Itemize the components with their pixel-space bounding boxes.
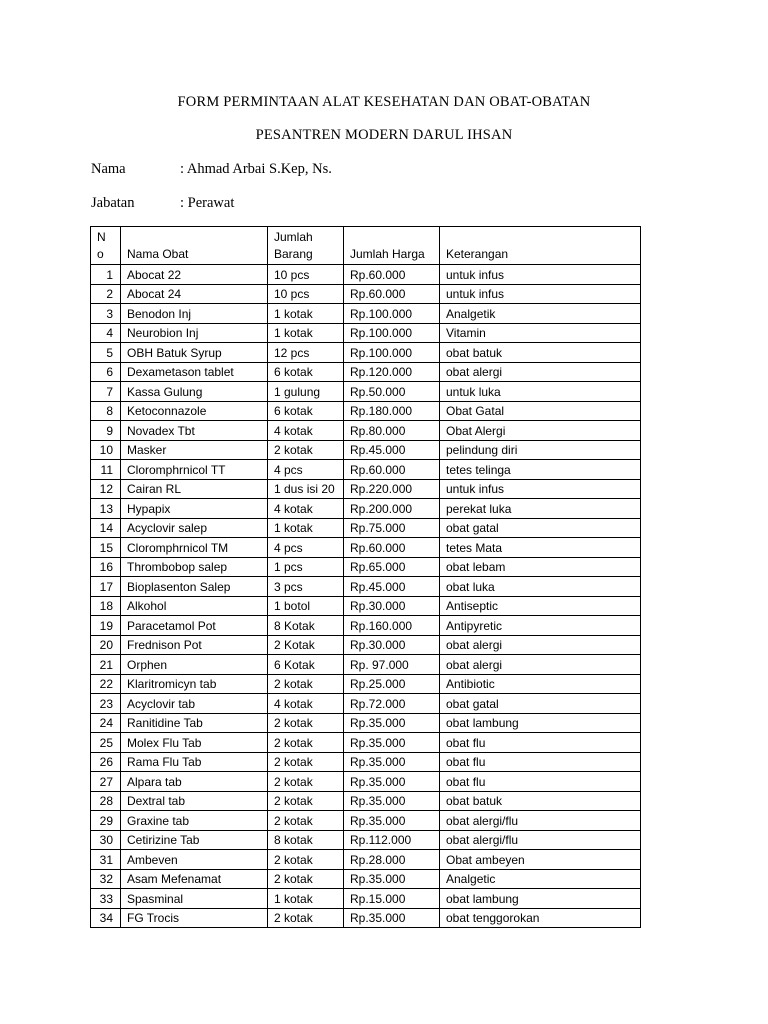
cell-jumlah-harga: Rp.72.000 — [344, 694, 440, 714]
cell-jumlah-barang: 2 kotak — [268, 811, 344, 831]
table-row — [91, 499, 641, 519]
cell-no: 16 — [91, 557, 121, 577]
cell-nama-obat: Acyclovir tab — [121, 694, 268, 714]
cell-nama-obat: OBH Batuk Syrup — [121, 343, 268, 363]
cell-no: 18 — [91, 596, 121, 616]
table-row — [91, 362, 641, 382]
table-row — [91, 538, 641, 558]
cell-keterangan: pelindung diri — [440, 440, 641, 460]
cell-no: 2 — [91, 284, 121, 304]
cell-jumlah-harga: Rp.100.000 — [344, 304, 440, 324]
cell-no: 28 — [91, 791, 121, 811]
cell-no: 10 — [91, 440, 121, 460]
header-jumlah-line1: Jumlah — [274, 230, 313, 244]
nama-label: Nama — [91, 161, 126, 177]
cell-keterangan: obat flu — [440, 752, 641, 772]
cell-nama-obat: Dextral tab — [121, 791, 268, 811]
cell-nama-obat: Frednison Pot — [121, 635, 268, 655]
table-row — [91, 284, 641, 304]
cell-jumlah-barang: 4 pcs — [268, 460, 344, 480]
cell-no: 11 — [91, 460, 121, 480]
table-row — [91, 479, 641, 499]
cell-jumlah-harga: Rp.35.000 — [344, 772, 440, 792]
table-row — [91, 577, 641, 597]
cell-keterangan: obat alergi — [440, 635, 641, 655]
table-row — [91, 850, 641, 870]
cell-nama-obat: Cairan RL — [121, 479, 268, 499]
cell-jumlah-harga: Rp.60.000 — [344, 538, 440, 558]
cell-no: 9 — [91, 421, 121, 441]
cell-keterangan: obat luka — [440, 577, 641, 597]
cell-jumlah-barang: 2 Kotak — [268, 635, 344, 655]
table-row — [91, 733, 641, 753]
cell-keterangan: obat alergi/flu — [440, 830, 641, 850]
cell-no: 34 — [91, 908, 121, 928]
cell-nama-obat: Cloromphrnicol TM — [121, 538, 268, 558]
table-row — [91, 869, 641, 889]
cell-jumlah-barang: 4 kotak — [268, 421, 344, 441]
cell-jumlah-barang: 4 pcs — [268, 538, 344, 558]
cell-no: 1 — [91, 265, 121, 285]
cell-nama-obat: Kassa Gulung — [121, 382, 268, 402]
cell-nama-obat: Alpara tab — [121, 772, 268, 792]
cell-nama-obat: Spasminal — [121, 889, 268, 909]
cell-jumlah-harga: Rp.100.000 — [344, 323, 440, 343]
cell-jumlah-harga: Rp.35.000 — [344, 908, 440, 928]
table-row — [91, 323, 641, 343]
cell-jumlah-barang: 1 pcs — [268, 557, 344, 577]
cell-jumlah-harga: Rp.30.000 — [344, 596, 440, 616]
cell-no: 13 — [91, 499, 121, 519]
cell-jumlah-barang: 2 kotak — [268, 850, 344, 870]
cell-nama-obat: Dexametason tablet — [121, 362, 268, 382]
cell-jumlah-harga: Rp.60.000 — [344, 265, 440, 285]
cell-nama-obat: Paracetamol Pot — [121, 616, 268, 636]
cell-keterangan: obat lambung — [440, 889, 641, 909]
cell-keterangan: Obat Alergi — [440, 421, 641, 441]
cell-no: 8 — [91, 401, 121, 421]
cell-no: 17 — [91, 577, 121, 597]
table-row — [91, 655, 641, 675]
cell-keterangan: Antibiotic — [440, 674, 641, 694]
cell-nama-obat: Cetirizine Tab — [121, 830, 268, 850]
cell-jumlah-barang: 2 kotak — [268, 791, 344, 811]
cell-jumlah-harga: Rp.120.000 — [344, 362, 440, 382]
cell-jumlah-harga: Rp.35.000 — [344, 713, 440, 733]
cell-jumlah-barang: 6 Kotak — [268, 655, 344, 675]
cell-jumlah-barang: 2 kotak — [268, 752, 344, 772]
cell-jumlah-barang: 2 kotak — [268, 674, 344, 694]
table-row — [91, 596, 641, 616]
table-row — [91, 460, 641, 480]
cell-jumlah-harga: Rp.160.000 — [344, 616, 440, 636]
table-row — [91, 343, 641, 363]
header-no — [91, 227, 121, 265]
cell-nama-obat: Ranitidine Tab — [121, 713, 268, 733]
cell-no: 20 — [91, 635, 121, 655]
cell-keterangan: obat lambung — [440, 713, 641, 733]
cell-jumlah-harga: Rp.100.000 — [344, 343, 440, 363]
cell-no: 6 — [91, 362, 121, 382]
cell-jumlah-harga: Rp.35.000 — [344, 811, 440, 831]
table-row — [91, 811, 641, 831]
header-no-line1: N — [97, 230, 106, 244]
cell-jumlah-barang: 4 kotak — [268, 694, 344, 714]
cell-keterangan: Obat Gatal — [440, 401, 641, 421]
cell-keterangan: untuk infus — [440, 479, 641, 499]
cell-nama-obat: Thrombobop salep — [121, 557, 268, 577]
cell-keterangan: perekat luka — [440, 499, 641, 519]
cell-no: 33 — [91, 889, 121, 909]
cell-keterangan: Obat ambeyen — [440, 850, 641, 870]
cell-nama-obat: Ketoconnazole — [121, 401, 268, 421]
cell-jumlah-barang: 2 kotak — [268, 440, 344, 460]
cell-nama-obat: Ambeven — [121, 850, 268, 870]
cell-nama-obat: Masker — [121, 440, 268, 460]
cell-jumlah-harga: Rp.65.000 — [344, 557, 440, 577]
cell-no: 32 — [91, 869, 121, 889]
table-row — [91, 616, 641, 636]
cell-keterangan: obat tenggorokan — [440, 908, 641, 928]
cell-keterangan: tetes telinga — [440, 460, 641, 480]
cell-nama-obat: FG Trocis — [121, 908, 268, 928]
cell-keterangan: Analgetik — [440, 304, 641, 324]
cell-no: 22 — [91, 674, 121, 694]
table-row — [91, 908, 641, 928]
table-row — [91, 265, 641, 285]
cell-jumlah-barang: 8 Kotak — [268, 616, 344, 636]
cell-jumlah-barang: 12 pcs — [268, 343, 344, 363]
cell-jumlah-harga: Rp.220.000 — [344, 479, 440, 499]
cell-jumlah-harga: Rp.30.000 — [344, 635, 440, 655]
nama-value: : Ahmad Arbai S.Kep, Ns. — [180, 161, 332, 177]
cell-jumlah-harga: Rp.25.000 — [344, 674, 440, 694]
cell-jumlah-barang: 1 kotak — [268, 518, 344, 538]
cell-keterangan: untuk luka — [440, 382, 641, 402]
jabatan-field — [91, 195, 234, 212]
cell-no: 29 — [91, 811, 121, 831]
form-title: FORM PERMINTAAN ALAT KESEHATAN DAN OBAT-OBATAN — [177, 94, 591, 110]
cell-jumlah-barang: 10 pcs — [268, 265, 344, 285]
cell-no: 21 — [91, 655, 121, 675]
cell-no: 25 — [91, 733, 121, 753]
cell-jumlah-barang: 2 kotak — [268, 772, 344, 792]
cell-jumlah-harga: Rp.112.000 — [344, 830, 440, 850]
table-header-row — [91, 227, 641, 265]
cell-nama-obat: Molex Flu Tab — [121, 733, 268, 753]
cell-jumlah-harga: Rp.45.000 — [344, 440, 440, 460]
table-row — [91, 889, 641, 909]
cell-jumlah-barang: 6 kotak — [268, 401, 344, 421]
cell-no: 14 — [91, 518, 121, 538]
table-row — [91, 557, 641, 577]
cell-jumlah-barang: 1 kotak — [268, 304, 344, 324]
cell-nama-obat: Rama Flu Tab — [121, 752, 268, 772]
cell-jumlah-barang: 8 kotak — [268, 830, 344, 850]
cell-jumlah-harga: Rp.15.000 — [344, 889, 440, 909]
header-jumlah-barang — [268, 227, 344, 265]
cell-keterangan: Antipyretic — [440, 616, 641, 636]
cell-keterangan: obat alergi — [440, 655, 641, 675]
cell-keterangan: Vitamin — [440, 323, 641, 343]
cell-jumlah-barang: 2 kotak — [268, 713, 344, 733]
cell-jumlah-harga: Rp.28.000 — [344, 850, 440, 870]
cell-nama-obat: Acyclovir salep — [121, 518, 268, 538]
cell-keterangan: untuk infus — [440, 265, 641, 285]
cell-keterangan: tetes Mata — [440, 538, 641, 558]
cell-jumlah-barang: 2 kotak — [268, 908, 344, 928]
cell-jumlah-barang: 6 kotak — [268, 362, 344, 382]
cell-jumlah-barang: 4 kotak — [268, 499, 344, 519]
cell-jumlah-barang: 3 pcs — [268, 577, 344, 597]
jabatan-value: : Perawat — [180, 195, 235, 211]
cell-jumlah-barang: 1 gulung — [268, 382, 344, 402]
cell-no: 3 — [91, 304, 121, 324]
table-row — [91, 772, 641, 792]
table-row — [91, 635, 641, 655]
cell-no: 31 — [91, 850, 121, 870]
cell-keterangan: untuk infus — [440, 284, 641, 304]
cell-jumlah-harga: Rp.35.000 — [344, 752, 440, 772]
cell-jumlah-harga: Rp.35.000 — [344, 733, 440, 753]
table-row — [91, 713, 641, 733]
table-row — [91, 401, 641, 421]
cell-jumlah-barang: 1 botol — [268, 596, 344, 616]
cell-jumlah-harga: Rp.200.000 — [344, 499, 440, 519]
cell-keterangan: obat flu — [440, 772, 641, 792]
cell-keterangan: obat alergi/flu — [440, 811, 641, 831]
cell-no: 7 — [91, 382, 121, 402]
header-keterangan: Keterangan — [440, 227, 641, 265]
cell-nama-obat: Abocat 24 — [121, 284, 268, 304]
cell-nama-obat: Hypapix — [121, 499, 268, 519]
nama-field — [91, 161, 332, 178]
table-row — [91, 421, 641, 441]
cell-no: 19 — [91, 616, 121, 636]
cell-nama-obat: Alkohol — [121, 596, 268, 616]
cell-nama-obat: Asam Mefenamat — [121, 869, 268, 889]
cell-no: 26 — [91, 752, 121, 772]
cell-nama-obat: Cloromphrnicol TT — [121, 460, 268, 480]
cell-keterangan: obat lebam — [440, 557, 641, 577]
table-row — [91, 440, 641, 460]
cell-keterangan: Analgetic — [440, 869, 641, 889]
institution-title: PESANTREN MODERN DARUL IHSAN — [255, 127, 513, 143]
cell-jumlah-barang: 2 kotak — [268, 869, 344, 889]
cell-jumlah-harga: Rp. 97.000 — [344, 655, 440, 675]
header-no-line2: o — [97, 247, 104, 261]
cell-nama-obat: Abocat 22 — [121, 265, 268, 285]
cell-nama-obat: Graxine tab — [121, 811, 268, 831]
table-row — [91, 791, 641, 811]
cell-no: 5 — [91, 343, 121, 363]
cell-jumlah-harga: Rp.180.000 — [344, 401, 440, 421]
cell-jumlah-harga: Rp.60.000 — [344, 284, 440, 304]
table-row — [91, 830, 641, 850]
cell-no: 24 — [91, 713, 121, 733]
cell-no: 12 — [91, 479, 121, 499]
cell-nama-obat: Benodon Inj — [121, 304, 268, 324]
cell-nama-obat: Novadex Tbt — [121, 421, 268, 441]
cell-no: 30 — [91, 830, 121, 850]
cell-keterangan: obat flu — [440, 733, 641, 753]
cell-jumlah-harga: Rp.35.000 — [344, 869, 440, 889]
cell-nama-obat: Bioplasenton Salep — [121, 577, 268, 597]
table-body — [91, 265, 641, 928]
cell-jumlah-barang: 1 dus isi 20 — [268, 479, 344, 499]
cell-jumlah-harga: Rp.75.000 — [344, 518, 440, 538]
table-row — [91, 518, 641, 538]
cell-jumlah-barang: 1 kotak — [268, 323, 344, 343]
header-jumlah-harga: Jumlah Harga — [344, 227, 440, 265]
cell-no: 15 — [91, 538, 121, 558]
cell-keterangan: obat batuk — [440, 343, 641, 363]
table-row — [91, 694, 641, 714]
cell-nama-obat: Neurobion Inj — [121, 323, 268, 343]
cell-nama-obat: Klaritromicyn tab — [121, 674, 268, 694]
cell-nama-obat: Orphen — [121, 655, 268, 675]
cell-jumlah-barang: 10 pcs — [268, 284, 344, 304]
cell-jumlah-harga: Rp.45.000 — [344, 577, 440, 597]
cell-no: 4 — [91, 323, 121, 343]
table-row — [91, 382, 641, 402]
table-row — [91, 674, 641, 694]
cell-no: 27 — [91, 772, 121, 792]
cell-keterangan: obat gatal — [440, 694, 641, 714]
cell-jumlah-barang: 1 kotak — [268, 889, 344, 909]
cell-no: 23 — [91, 694, 121, 714]
table-row — [91, 304, 641, 324]
medicine-request-table — [90, 226, 641, 928]
cell-keterangan: obat alergi — [440, 362, 641, 382]
cell-keterangan: obat batuk — [440, 791, 641, 811]
table-row — [91, 752, 641, 772]
cell-jumlah-harga: Rp.80.000 — [344, 421, 440, 441]
header-nama-obat: Nama Obat — [121, 227, 268, 265]
cell-keterangan: obat gatal — [440, 518, 641, 538]
header-jumlah-line2: Barang — [274, 247, 313, 261]
jabatan-label: Jabatan — [91, 195, 135, 211]
cell-jumlah-harga: Rp.60.000 — [344, 460, 440, 480]
cell-jumlah-harga: Rp.35.000 — [344, 791, 440, 811]
cell-jumlah-harga: Rp.50.000 — [344, 382, 440, 402]
cell-keterangan: Antiseptic — [440, 596, 641, 616]
cell-jumlah-barang: 2 kotak — [268, 733, 344, 753]
